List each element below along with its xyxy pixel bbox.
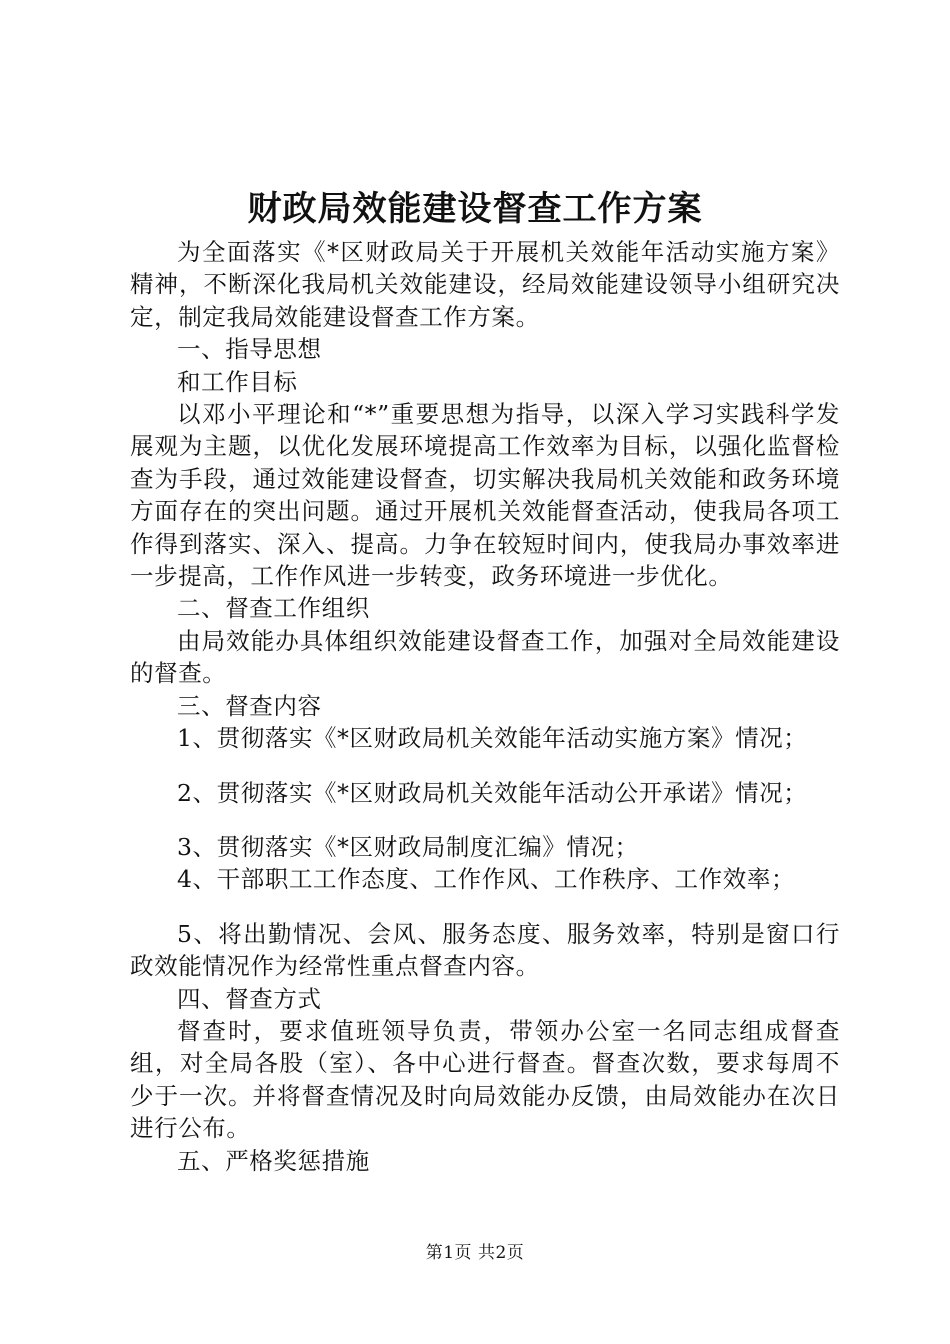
content-item-2: 2、贯彻落实《*区财政局机关效能年活动公开承诺》情况； <box>177 778 808 807</box>
page-indicator: 第1页 共2页 <box>425 1243 525 1263</box>
document-title: 财政局效能建设督查工作方案 <box>247 189 703 229</box>
content-item-4: 4、干部职工工作态度、工作作风、工作秩序、工作效率； <box>177 865 796 894</box>
section-heading-2: 二、督查工作组织 <box>177 594 370 623</box>
content-item-5: 5、将出勤情况、会风、服务态度、服务效率，特别是窗口行政效能情况作为经常性重点督查内容。 <box>130 919 840 981</box>
section-heading-1-continued: 和工作目标 <box>177 367 298 396</box>
method-paragraph: 督查时，要求值班领导负责，带领办公室一名同志组成督查组，对全局各股（室）、各中心进行督查。督查次数，要求每周不少于一次。并将督查情况及时向局效能办反馈，由局效能办在次日进行公布。 <box>130 1016 840 1143</box>
document-body <box>130 236 840 1177</box>
content-item-3: 3、贯彻落实《*区财政局制度汇编》情况； <box>177 832 639 861</box>
section-heading-5: 五、严格奖惩措施 <box>177 1146 370 1175</box>
organization-paragraph: 由局效能办具体组织效能建设督查工作，加强对全局效能建设的督查。 <box>130 626 840 688</box>
guiding-paragraph: 以邓小平理论和“*”重要思想为指导，以深入学习实践科学发展观为主题，以优化发展环境提高工作效率为目标，以强化监督检查为手段，通过效能建设督查，切实解决我局机关效能和政务环境方面存在的突出问题。通过开展机关效能督查活动，使我局各项工作得到落实、深入、提高。力争在较短时间内，使我局办事效率进一步提高，工作作风进一步转变，政务环境进一步优化。 <box>130 400 840 591</box>
intro-paragraph: 为全面落实《*区财政局关于开展机关效能年活动实施方案》精神，不断深化我局机关效能建设，经局效能建设领导小组研究决定，制定我局效能建设督查工作方案。 <box>130 238 840 331</box>
section-heading-3: 三、督查内容 <box>177 691 322 720</box>
content-item-1: 1、贯彻落实《*区财政局机关效能年活动实施方案》情况； <box>177 724 808 753</box>
section-heading-1: 一、指导思想 <box>177 335 322 364</box>
section-heading-4: 四、督查方式 <box>177 984 322 1013</box>
